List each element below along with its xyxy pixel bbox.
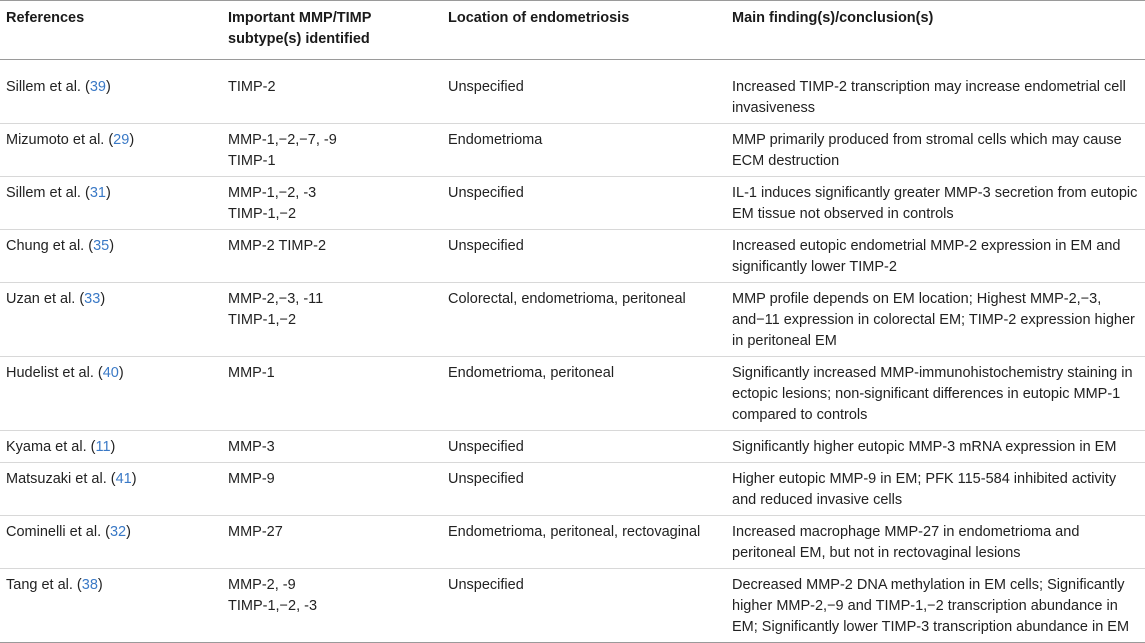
reference-number-link[interactable]: 41 <box>115 471 132 487</box>
reference-number-link[interactable]: 32 <box>109 524 127 540</box>
reference-author: Mizumoto et al. ( <box>6 132 114 148</box>
header-subtypes <box>222 1 442 60</box>
reference-author: Uzan et al. ( <box>6 291 85 307</box>
reference-cell <box>0 357 222 431</box>
location-cell: Endometrioma <box>448 132 543 148</box>
reference-cell <box>0 230 222 283</box>
table-row <box>0 569 1145 643</box>
reference-close-paren: ) <box>110 439 116 455</box>
table-row <box>0 177 1145 230</box>
table-header <box>0 1 1145 60</box>
reference-close-paren: ) <box>109 238 115 254</box>
reference-number-link[interactable]: 11 <box>95 439 111 455</box>
location-cell: Unspecified <box>448 439 524 455</box>
reference-cell <box>0 124 222 177</box>
finding-cell: Significantly increased MMP-immunohistochemistry staining in ectopic lesions; non-significant differences in eutopic MMP-1 compared to controls <box>732 365 1133 423</box>
reference-author: Hudelist et al. ( <box>6 365 103 381</box>
table-body <box>0 60 1145 643</box>
finding-cell: Increased macrophage MMP-27 in endometrioma and peritoneal EM, but not in rectovaginal lesions <box>732 524 1080 561</box>
table-row <box>0 431 1145 463</box>
reference-author: Sillem et al. ( <box>6 79 90 95</box>
finding-cell: Significantly higher eutopic MMP-3 mRNA expression in EM <box>732 439 1117 455</box>
reference-cell <box>0 569 222 643</box>
reference-close-paren: ) <box>100 291 106 307</box>
location-cell: Unspecified <box>448 238 524 254</box>
header-findings: Main finding(s)/conclusion(s) <box>732 10 934 26</box>
reference-number-link[interactable]: 33 <box>84 291 101 307</box>
header-subtypes-text: Important MMP/TIMP subtype(s) identified <box>228 10 372 47</box>
reference-cell <box>0 283 222 357</box>
reference-close-paren: ) <box>105 185 111 201</box>
subtypes-cell: MMP-9 <box>228 471 275 487</box>
location-cell: Unspecified <box>448 79 524 95</box>
finding-cell: Increased TIMP-2 transcription may increase endometrial cell invasiveness <box>732 79 1126 116</box>
table-row <box>0 230 1145 283</box>
reference-close-paren: ) <box>97 577 103 593</box>
header-references: References <box>6 10 85 26</box>
subtypes-cell: MMP-27 <box>228 524 283 540</box>
reference-number-link[interactable]: 29 <box>113 132 130 148</box>
finding-cell: IL-1 induces significantly greater MMP-3 secretion from eutopic EM tissue not observed in controls <box>732 185 1138 222</box>
finding-cell: Increased eutopic endometrial MMP-2 expression in EM and significantly lower TIMP-2 <box>732 238 1121 275</box>
subtypes-cell: MMP-1,−2, -3 TIMP-1,−2 <box>228 185 317 222</box>
reference-close-paren: ) <box>118 365 124 381</box>
subtypes-cell: MMP-2,−3, -11 TIMP-1,−2 <box>228 291 324 328</box>
location-cell: Endometrioma, peritoneal <box>448 365 615 381</box>
table-row <box>0 283 1145 357</box>
reference-cell <box>0 431 222 463</box>
reference-close-paren: ) <box>126 524 131 540</box>
reference-cell <box>0 60 222 124</box>
reference-author: Kyama et al. ( <box>6 439 96 455</box>
subtypes-cell: MMP-2, -9 TIMP-1,−2, -3 <box>228 577 318 614</box>
table-row <box>0 124 1145 177</box>
location-cell: Unspecified <box>448 185 524 201</box>
subtypes-cell: TIMP-2 <box>228 79 276 95</box>
table-row <box>0 357 1145 431</box>
subtypes-cell: MMP-3 <box>228 439 275 455</box>
subtypes-cell: MMP-1 <box>228 365 275 381</box>
header-row <box>0 1 1145 60</box>
reference-number-link[interactable]: 35 <box>93 238 110 254</box>
reference-number-link[interactable]: 40 <box>102 365 119 381</box>
reference-cell <box>0 177 222 230</box>
table-row <box>0 463 1145 516</box>
finding-cell: Higher eutopic MMP-9 in EM; PFK 115-584 inhibited activity and reduced invasive cells <box>732 471 1117 508</box>
subtypes-cell: MMP-2 TIMP-2 <box>228 238 327 254</box>
header-location: Location of endometriosis <box>448 10 630 26</box>
reference-close-paren: ) <box>131 471 137 487</box>
reference-cell <box>0 463 222 516</box>
reference-author: Matsuzaki et al. ( <box>6 471 116 487</box>
reference-number-link[interactable]: 31 <box>89 185 106 201</box>
table-row <box>0 516 1145 569</box>
finding-cell: MMP primarily produced from stromal cells which may cause ECM destruction <box>732 132 1122 169</box>
location-cell: Unspecified <box>448 471 524 487</box>
reference-author: Cominelli et al. ( <box>6 524 110 540</box>
reference-author: Sillem et al. ( <box>6 185 90 201</box>
reference-cell <box>0 516 222 569</box>
finding-cell: MMP profile depends on EM location; Highest MMP-2,−3, and−11 expression in colorectal EM; TIMP-2 expression higher in peritoneal EM <box>732 291 1135 349</box>
reference-author: Chung et al. ( <box>6 238 94 254</box>
subtypes-cell: MMP-1,−2,−7, -9 TIMP-1 <box>228 132 337 169</box>
reference-author: Tang et al. ( <box>6 577 82 593</box>
location-cell: Unspecified <box>448 577 524 593</box>
reference-number-link[interactable]: 38 <box>81 577 98 593</box>
reference-close-paren: ) <box>129 132 135 148</box>
reference-close-paren: ) <box>105 79 111 95</box>
reference-number-link[interactable]: 39 <box>89 79 106 95</box>
location-cell: Colorectal, endometrioma, peritoneal <box>448 291 686 307</box>
location-cell: Endometrioma, peritoneal, rectovaginal <box>448 524 701 540</box>
table-row <box>0 60 1145 124</box>
finding-cell: Decreased MMP-2 DNA methylation in EM cells; Significantly higher MMP-2,−9 and TIMP-1,−2 transcription abundance in EM; Significantly lower TIMP-3 transcription abundance in EM <box>732 577 1130 635</box>
